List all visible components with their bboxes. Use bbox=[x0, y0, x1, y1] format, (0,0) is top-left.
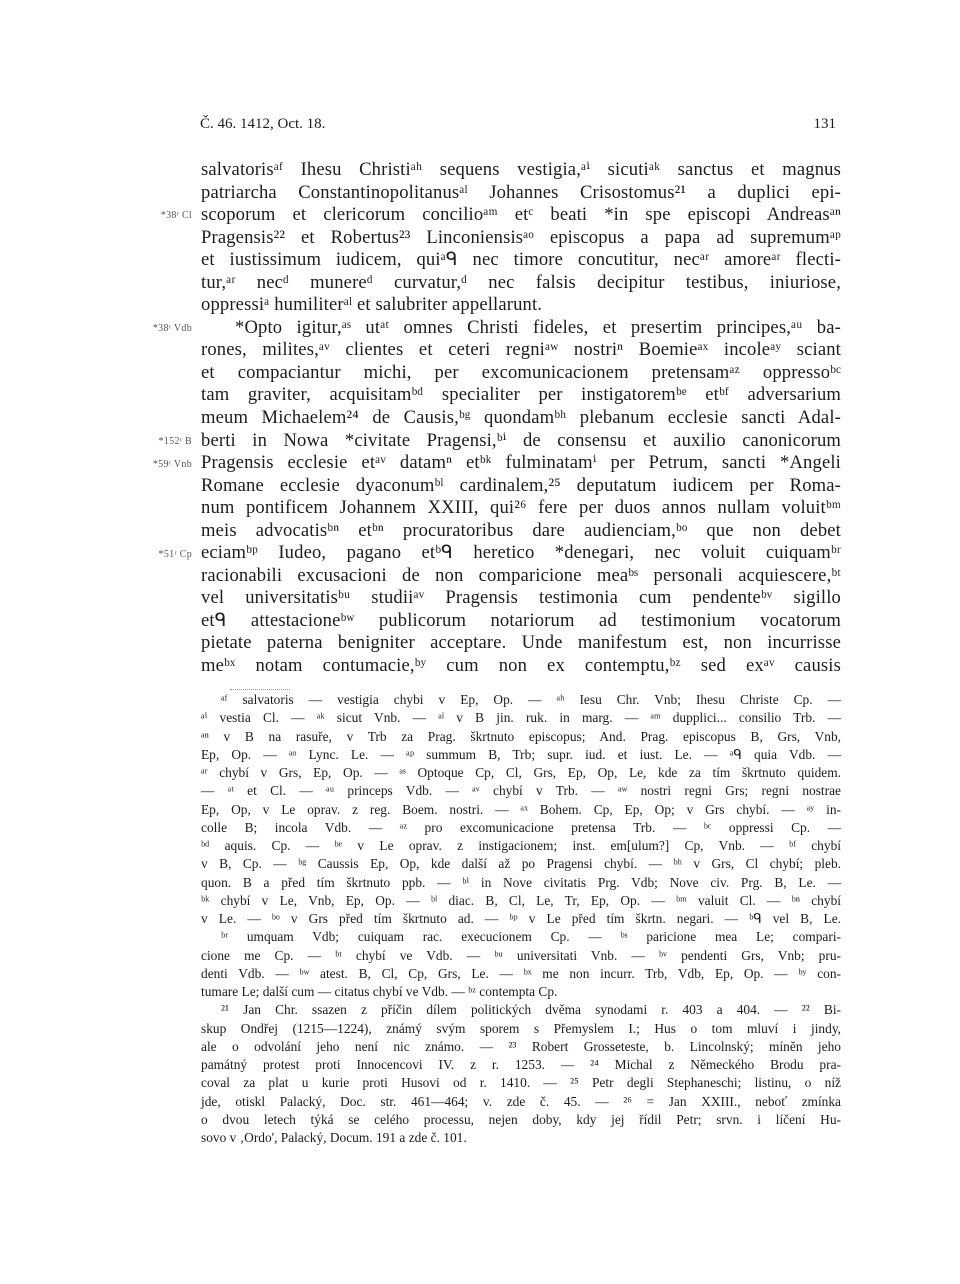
text-line: et iustissimum iudicem, quiᵃᑫ nec timore concutitur, necᵃʳ amoreᵃʳ flecti- bbox=[201, 249, 841, 271]
text-line: meᵇˣ notam contumacie,ᵇʸ cum non ex contemptu,ᵇᶻ sed exᵃᵛ causis bbox=[201, 655, 841, 677]
margin-note: *38ʳ Vdb bbox=[152, 323, 192, 334]
text-line: num pontificem Johannem XXIII, qui²⁶ fere per duos annos nullam voluitᵇᵐ bbox=[201, 497, 841, 519]
page-number: 131 bbox=[813, 116, 836, 132]
text-line: scoporum et clericorum concilioᵃᵐ etᶜ beati *in spe episcopi Andreasᵃⁿ bbox=[201, 204, 841, 226]
text-line: eciamᵇᵖ Iudeo, pagano etᵇᑫ heretico *denegari, nec voluit cuiquamᵇʳ bbox=[201, 542, 841, 564]
footnote-line: památný protest proti Innocencovi IV. z r. 1253. — ²⁴ Michal z Německého Brodu pra- bbox=[201, 1057, 841, 1072]
footnote-line: quon. B a před tím škrtnuto ppb. — ᵇⁱ in Nove civitatis Prg. Vdb; Nove civ. Prg. B, Le. — bbox=[201, 874, 841, 890]
footnote-line: ᵇᵈ aquis. Cp. — ᵇᵉ v Le oprav. z instigacionem; inst. em[ulum?] Cp, Vnb. — ᵇᶠ chybí bbox=[201, 838, 841, 853]
footnote-line: ᵃⁿ v B na rasuře, v Trb za Prag. škrtnuto episcopus; And. Prag. episcopus B, Grs, Vnb, bbox=[201, 728, 841, 744]
footnote-line: o dvou letech týká se celého processu, nejen doby, kdy jej řídil Petr; srvn. i líčení Hu- bbox=[201, 1111, 841, 1127]
text-line: berti in Nowa *civitate Pragensi,ᵇⁱ de consensu et auxilio canonicorum bbox=[201, 429, 841, 451]
text-line: et compaciantur michi, per excomunicacionem pretensamᵃᶻ oppressoᵇᶜ bbox=[201, 361, 841, 383]
text-line: vel universitatisᵇᵘ studiiᵃᵛ Pragensis testimonia cum pendenteᵇᵛ sigillo bbox=[201, 587, 841, 609]
footnote-line: colle B; incola Vdb. — ᵃᶻ pro excomunicacione pretensa Trb. — ᵇᶜ oppressi Cp. — bbox=[201, 819, 841, 835]
margin-note: *51ʳ Cp bbox=[158, 549, 192, 560]
text-line: pietate paterna benigniter acceptare. Unde manifestum est, non incurrisse bbox=[201, 632, 841, 654]
footnote-line: Ep, Op. — ᵃᵒ Lync. Le. — ᵃᵖ summum B, Trb; supr. iud. et iust. Le. — ᵃᑫ quia Vdb. — bbox=[201, 746, 841, 762]
footnote-line: sovo v ‚Ordo', Palacký, Docum. 191 a zde č. 101. bbox=[201, 1130, 467, 1145]
running-header-title: Č. 46. 1412, Oct. 18. bbox=[200, 116, 326, 132]
footnote-line: cione me Cp. — ᵇᵗ chybí ve Vdb. — ᵇᵘ universitati Vnb. — ᵇᵛ pendenti Grs, Vnb; pru- bbox=[201, 947, 841, 963]
text-line: rones, milites,ᵃᵛ clientes et ceteri regniᵃʷ nostriⁿ Boemieᵃˣ incoleᵃʸ sciant bbox=[201, 339, 841, 361]
footnote-line: tumare Le; další cum — citatus chybí ve Vdb. — ᵇᶻ contempta Cp. bbox=[201, 984, 558, 999]
footnote-line: Ep, Op, v Le oprav. z reg. Boem. nostri. — ᵃˣ Bohem. Cp, Ep, Op; v Grs chybí. — ᵃʸ in- bbox=[201, 801, 841, 817]
footnote-line: ᵇᵏ chybí v Le, Vnb, Ep, Op. — ᵇˡ diac. B, Cl, Le, Tr, Ep, Op. — ᵇᵐ valuit Cl. — ᵇⁿ chybí bbox=[201, 892, 841, 908]
footnote-line: skup Ondřej (1215—1224), známý svým sporem s Přemyslem I.; Hus o tom mluví i jindy, bbox=[201, 1020, 841, 1036]
text-line: patriarcha Constantinopolitanusᵃˡ Johannes Crisostomus²¹ a duplici epi- bbox=[201, 181, 841, 203]
footnote-line: coval za plat u kurie proti Husovi od r. 1410. — ²⁵ Petr degli Stephaneschi; listinu, o níž bbox=[201, 1075, 841, 1091]
footnote-line: ²¹ Jan Chr. ssazen z příčin dílem politických dvěma synodami r. 403 a 404. — ²² Bi- bbox=[221, 1002, 841, 1018]
text-line: Romane ecclesie dyaconumᵇˡ cardinalem,²⁵ deputatum iudicem per Roma- bbox=[201, 474, 841, 496]
text-line: meis advocatisᵇⁿ etᵇⁿ procuratoribus dare audienciam,ᵇᵒ que non debet bbox=[201, 519, 841, 541]
footnotes bbox=[201, 691, 841, 1147]
text-line: Pragensis²² et Robertus²³ Linconiensisᵃᵒ episcopus a papa ad supremumᵃᵖ bbox=[201, 226, 841, 248]
footnote-line: ᵃʳ chybí v Grs, Ep, Op. — ᵃˢ Optoque Cp, Cl, Grs, Ep, Op, Le, kde za tím škrtnuto quidem. bbox=[201, 765, 841, 780]
footnote-line: ᵇʳ umquam Vdb; cuiquam rac. execucionem Cp. — ᵇˢ paricione mea Le; compari- bbox=[221, 929, 841, 945]
footnote-line: v Le. — ᵇᵒ v Grs před tím škrtnuto ad. — ᵇᵖ v Le před tím škrtn. negari. — ᵇᑫ vel B, Le. bbox=[201, 911, 841, 926]
text-line: tur,ᵃʳ necᵈ munereᵈ curvatur,ᵈ nec falsis decipitur testibus, iniuriose, bbox=[201, 271, 841, 293]
text-line: salvatorisᵃᶠ Ihesu Christiᵃʰ sequens vestigia,ᵃⁱ sicutiᵃᵏ sanctus et magnus bbox=[201, 159, 841, 180]
footnote-line: ᵃⁱ vestia Cl. — ᵃᵏ sicut Vnb. — ᵃˡ v B jin. ruk. in marg. — ᵃᵐ dupplici... consilio Trb. — bbox=[201, 710, 841, 726]
text-line: *Opto igitur,ᵃˢ utᵃᵗ omnes Christi fideles, et presertim principes,ᵃᵘ ba- bbox=[235, 316, 841, 338]
text-line: oppressiᵃ humiliterᵃˡ et salubriter appellarunt. bbox=[201, 294, 543, 316]
text-line: Pragensis ecclesie etᵃᵛ datamⁿ etᵇᵏ fulminatamⁱ per Petrum, sancti *Angeli bbox=[201, 452, 841, 474]
footnote-line: ᵃᶠ salvatoris — vestigia chybi v Ep, Op. — ᵃʰ Iesu Chr. Vnb; Ihesu Christe Cp. — bbox=[221, 692, 841, 707]
footnote-divider bbox=[230, 689, 290, 690]
footnote-line: v B, Cp. — ᵇᵍ Caussis Ep, Op, kde další až po Pragensi chybí. — ᵇʰ v Grs, Cl chybí; pleb. bbox=[201, 856, 841, 872]
running-header bbox=[200, 116, 836, 138]
footnote-line: jde, otiskl Palacký, Doc. str. 461—464; v. zde č. 45. — ²⁶ = Jan XXIII., neboť zmínka bbox=[201, 1093, 841, 1109]
text-line: racionabili excusacioni de non comparicione meaᵇˢ personali acquiescere,ᵇᵗ bbox=[201, 564, 841, 586]
footnote-line: — ᵃᵗ et Cl. — ᵃᵘ princeps Vdb. — ᵃᵛ chybí v Trb. — ᵃʷ nostri regni Grs; regni nostrae bbox=[201, 783, 841, 799]
text-line: meum Michaelem²⁴ de Causis,ᵇᵍ quondamᵇʰ plebanum ecclesie sancti Adal- bbox=[201, 407, 841, 429]
margin-note: *38ʳ Cl bbox=[160, 210, 192, 221]
main-text bbox=[201, 159, 841, 678]
footnote-line: denti Vdb. — ᵇʷ atest. B, Cl, Cp, Grs, Le. — ᵇˣ me non incurr. Trb, Vdb, Ep, Op. — ᵇʸ con- bbox=[201, 965, 841, 981]
text-line: etᑫ attestacioneᵇʷ publicorum notariorum ad testimonium vocatorum bbox=[201, 609, 841, 631]
text-line: tam graviter, acquisitamᵇᵈ specialiter per instigatoremᵇᵉ etᵇᶠ adversarium bbox=[201, 384, 841, 406]
margin-note: *152ʳ B bbox=[158, 436, 192, 447]
margin-note: *59ʳ Vnb bbox=[152, 459, 192, 470]
footnote-line: ale o odvolání jeho není nic známo. — ²³ Robert Grosseteste, b. Lincolnský; míněn jeho bbox=[201, 1038, 841, 1054]
